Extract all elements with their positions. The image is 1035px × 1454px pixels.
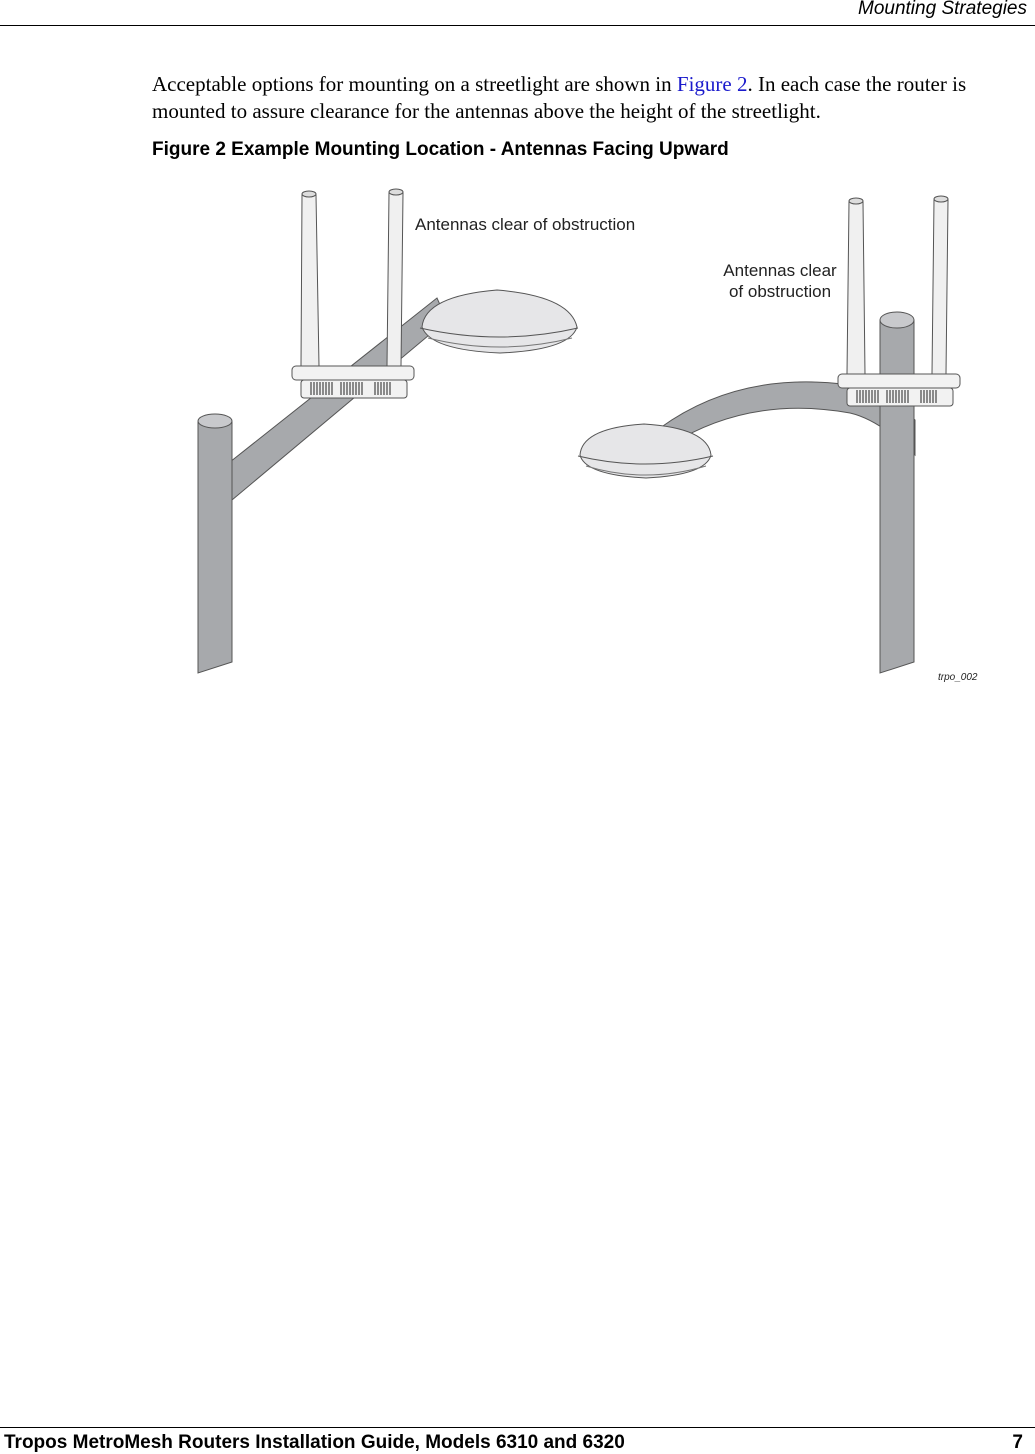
left-pole-cap: [198, 414, 232, 428]
paragraph-text-start: Acceptable options for mounting on a streetlight are shown in: [152, 72, 677, 96]
left-clearance-label: Antennas clear of obstruction: [415, 215, 636, 234]
right-antenna-1: [847, 202, 865, 374]
right-antenna-2: [932, 200, 948, 374]
figure-id-label: trpo_002: [938, 672, 978, 683]
left-antenna-1: [301, 195, 319, 366]
left-router: [292, 189, 414, 398]
left-router-body: [292, 366, 414, 380]
right-router: [838, 196, 960, 406]
right-clearance-label-line-2: of obstruction: [728, 282, 832, 301]
figure-caption: Figure 2 Example Mounting Location - Antennas Facing Upward: [152, 139, 729, 160]
left-streetlight-pole: [198, 422, 232, 673]
figure-cross-reference-link[interactable]: Figure 2: [676, 72, 748, 96]
page-header-title: Mounting Strategies: [858, 0, 1027, 19]
left-streetlight-arm: [230, 298, 447, 500]
streetlight-mounting-illustration: [0, 0, 1035, 700]
right-streetlight-pole: [880, 320, 914, 673]
right-router-body: [838, 374, 960, 388]
footer-document-title: Tropos MetroMesh Routers Installation Guide, Models 6310 and 6320: [4, 1432, 625, 1453]
paragraph-text-end: . In each case the router is mounted to assure clearance for the antennas above the height of the streetlight.: [152, 72, 967, 123]
left-antenna-2: [387, 193, 403, 366]
footer-rule: [0, 1427, 1035, 1428]
footer-page-number: 7: [1012, 1432, 1023, 1453]
right-clearance-label-line-1: Antennas clear: [723, 261, 837, 280]
right-pole-cap: [880, 312, 914, 328]
left-lamp-head: [420, 290, 578, 353]
